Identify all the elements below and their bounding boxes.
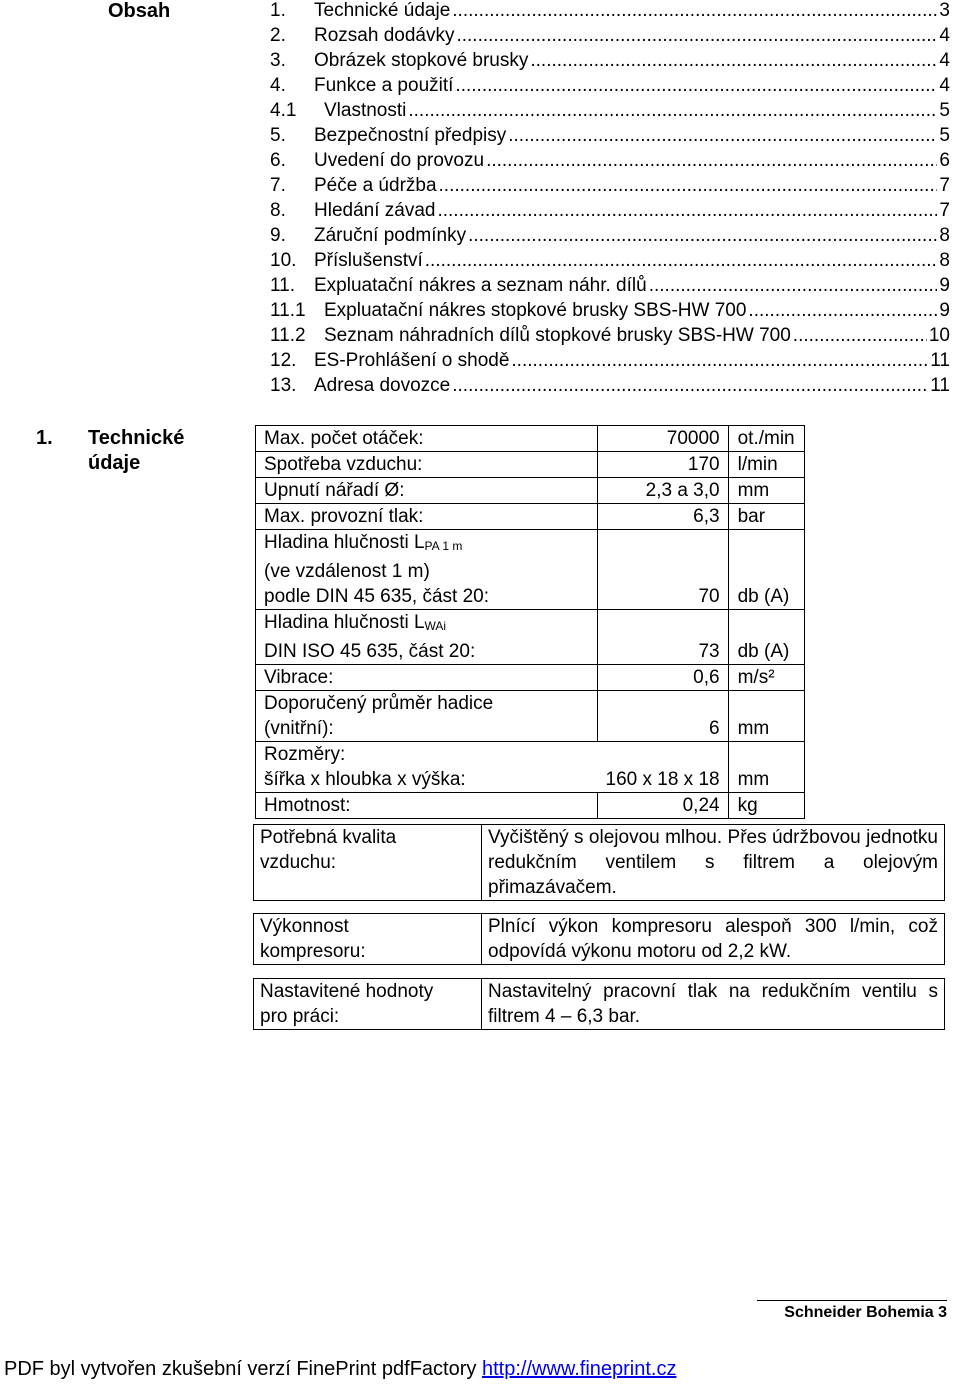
toc-heading: Obsah: [108, 0, 171, 22]
spec-label-part: Doporučený průměr hadice: [264, 693, 494, 714]
toc-item-page: 3: [939, 0, 950, 21]
toc-item-title: Příslušenství: [314, 250, 423, 271]
spec-value: 70000: [598, 426, 729, 452]
spec-unit: db (A): [728, 530, 804, 610]
spec-unit: mm: [728, 691, 804, 742]
toc-item-title: Bezpečnostní předpisy: [314, 125, 507, 146]
spec-label: Upnutí nářadí Ø:: [256, 478, 598, 504]
toc-item-page: 8: [939, 250, 950, 271]
toc-item-title: Rozsah dodávky: [314, 25, 455, 46]
requirement-key: [254, 914, 482, 965]
requirement-value: Nastavitelný pracovní tlak na redukčním ventilu s filtrem 4 – 6,3 bar.: [482, 979, 945, 1030]
toc-item-number: 10.: [270, 250, 297, 271]
toc-item-number: 6.: [270, 150, 286, 171]
table-row: [256, 452, 805, 478]
table-row: [256, 610, 805, 665]
toc-item[interactable]: [270, 250, 950, 275]
spec-value: 6,3: [598, 504, 729, 530]
toc-leader-dots: [468, 225, 937, 247]
toc-item-title: Expluatační nákres a seznam náhr. dílů: [314, 275, 647, 296]
toc-item-title: Funkce a použití: [314, 75, 454, 96]
toc-item-page: 10: [928, 325, 950, 346]
toc-item-title: Seznam náhradních dílů stopkové brusky SBS-HW 700: [324, 325, 791, 346]
spec-label-part: (ve vzdálenost 1 m): [264, 561, 430, 582]
table-row: [256, 665, 805, 691]
toc-item-number: 7.: [270, 175, 286, 196]
spec-value: 170: [598, 452, 729, 478]
toc-item-title: Hledání závad: [314, 200, 436, 221]
spec-unit: m/s²: [728, 665, 804, 691]
table-row: [256, 691, 805, 742]
toc-item-number: 2.: [270, 25, 286, 46]
toc-item-page: 4: [939, 25, 950, 46]
spec-label-part: Rozměry:: [264, 744, 346, 765]
table-row: [256, 478, 805, 504]
table-row: [256, 793, 805, 819]
spec-label-part: Hladina hlučnosti L: [264, 532, 425, 553]
toc-leader-dots: [452, 375, 928, 397]
toc-item-number: 4.1: [270, 100, 297, 121]
table-row: [256, 426, 805, 452]
toc-item[interactable]: [270, 150, 950, 175]
toc-item-page: 11: [930, 350, 950, 371]
spec-label-subscript: PA 1 m: [424, 539, 463, 553]
toc-item-page: 7: [939, 200, 950, 221]
spec-label-part: podle DIN 45 635, část 20:: [264, 586, 489, 607]
toc-leader-dots: [530, 50, 937, 72]
toc-leader-dots: [511, 350, 928, 372]
toc-leader-dots: [793, 325, 927, 347]
toc-item[interactable]: [270, 300, 950, 325]
toc-item-number: 11.: [270, 275, 296, 296]
toc-item[interactable]: [270, 0, 950, 25]
spec-label: [256, 530, 598, 610]
toc-item-number: 11.2: [270, 325, 306, 346]
toc-item-title: Péče a údržba: [314, 175, 437, 196]
spec-label-part: (vnitřní):: [264, 718, 334, 739]
footer-brand: Schneider Bohemia 3: [757, 1300, 947, 1322]
toc-item-page: 6: [939, 150, 950, 171]
toc-item-number: 13.: [270, 375, 297, 396]
spec-unit: mm: [728, 742, 804, 793]
requirement-key-part: Potřebná kvalita: [260, 827, 397, 848]
spec-label: Vibrace:: [256, 665, 598, 691]
toc-item-number: 5.: [270, 125, 286, 146]
toc-item[interactable]: [270, 275, 950, 300]
toc-item[interactable]: [270, 175, 950, 200]
fineprint-link[interactable]: http://www.fineprint.cz: [481, 1358, 677, 1380]
spec-label-subscript: WAi: [424, 619, 447, 633]
spec-unit: kg: [728, 793, 804, 819]
requirement-key: [254, 979, 482, 1030]
pdf-note-text: PDF byl vytvořen zkušební verzí FinePrint pdfFactory: [4, 1358, 477, 1380]
toc-item-page: 8: [939, 225, 950, 246]
requirement-key-part: vzduchu:: [260, 852, 337, 873]
spec-label-part: Hladina hlučnosti L: [264, 612, 425, 633]
toc-item-page: 11: [930, 375, 950, 396]
spec-label: [256, 691, 598, 742]
toc-item[interactable]: [270, 350, 950, 375]
section-number: 1.: [36, 427, 53, 449]
toc-item-page: 5: [939, 125, 950, 146]
spec-label: Max. provozní tlak:: [256, 504, 598, 530]
toc-item-page: 9: [939, 275, 950, 296]
spec-value: 0,6: [598, 665, 729, 691]
spec-label-part: DIN ISO 45 635, část 20:: [264, 641, 476, 662]
requirement-compressor: [253, 913, 945, 965]
section-title-line2: údaje: [88, 452, 141, 474]
toc-item[interactable]: [270, 125, 950, 150]
spec-unit: db (A): [728, 610, 804, 665]
toc-leader-dots: [408, 100, 937, 122]
toc-item-title: Adresa dovozce: [314, 375, 451, 396]
toc-leader-dots: [649, 275, 938, 297]
table-row: [254, 979, 945, 1030]
toc-leader-dots: [486, 150, 937, 172]
toc-item-title: Obrázek stopkové brusky: [314, 50, 529, 71]
spec-label: [256, 742, 598, 793]
spec-label: [256, 610, 598, 665]
requirement-key: [254, 825, 482, 901]
table-row: [256, 504, 805, 530]
spec-label: Hmotnost:: [256, 793, 598, 819]
requirement-key-part: pro práci:: [260, 1006, 340, 1027]
toc-item-page: 7: [939, 175, 950, 196]
spec-value: 0,24: [598, 793, 729, 819]
requirement-key-part: Výkonnost: [260, 916, 349, 937]
toc-item-page: 9: [939, 300, 950, 321]
toc-item-title: Uvedení do provozu: [314, 150, 485, 171]
spec-value: 160 x 18 x 18: [598, 742, 729, 793]
table-row: [256, 530, 805, 610]
spec-value: 73: [598, 610, 729, 665]
spec-label: Spotřeba vzduchu:: [256, 452, 598, 478]
toc-item[interactable]: [270, 200, 950, 225]
toc-item-title: ES-Prohlášení o shodě: [314, 350, 510, 371]
toc-item[interactable]: [270, 75, 950, 100]
toc-item-number: 1.: [270, 0, 286, 21]
toc-item-number: 8.: [270, 200, 286, 221]
toc-leader-dots: [452, 0, 937, 22]
toc-item-title: Expluatační nákres stopkové brusky SBS-HW 700: [324, 300, 747, 321]
section-heading: [36, 426, 184, 476]
toc-item[interactable]: [270, 325, 950, 350]
toc-leader-dots: [425, 250, 938, 272]
spec-value: 2,3 a 3,0: [598, 478, 729, 504]
spec-label: Max. počet otáček:: [256, 426, 598, 452]
toc-leader-dots: [455, 75, 937, 97]
requirement-value: Plnící výkon kompresoru alespoň 300 l/min, což odpovídá výkonu motoru od 2,2 kW.: [482, 914, 945, 965]
toc-item-page: 5: [939, 100, 950, 121]
toc-item-page: 4: [939, 50, 950, 71]
requirement-settings: [253, 978, 945, 1030]
spec-label-part: šířka x hloubka x výška:: [264, 769, 466, 790]
toc-item-number: 12.: [270, 350, 297, 371]
spec-unit: l/min: [728, 452, 804, 478]
toc-item-title: Vlastnosti: [324, 100, 407, 121]
toc-item[interactable]: [270, 375, 950, 400]
spec-unit: ot./min: [728, 426, 804, 452]
toc-leader-dots: [508, 125, 937, 147]
toc-leader-dots: [748, 300, 937, 322]
requirement-key-part: kompresoru:: [260, 941, 366, 962]
toc-leader-dots: [456, 25, 937, 47]
pdf-watermark-note: [4, 1358, 677, 1381]
spec-table: [255, 425, 805, 819]
toc-leader-dots: [437, 200, 937, 222]
table-row: [254, 825, 945, 901]
toc-item-title: Záruční podmínky: [314, 225, 467, 246]
toc-item[interactable]: [270, 100, 950, 125]
spec-value: 70: [598, 530, 729, 610]
requirement-key-part: Nastavitené hodnoty: [260, 981, 434, 1002]
toc-item[interactable]: [270, 25, 950, 50]
table-row: [256, 742, 805, 793]
requirement-value: Vyčištěný s olejovou mlhou. Přes údržbovou jednotku redukčním ventilem s filtrem a olejovým přimazávačem.: [482, 825, 945, 901]
toc-item-page: 4: [939, 75, 950, 96]
toc-leader-dots: [439, 175, 938, 197]
toc-item[interactable]: [270, 225, 950, 250]
toc-item-number: 3.: [270, 50, 286, 71]
toc-item-number: 11.1: [270, 300, 306, 321]
toc-item-number: 4.: [270, 75, 286, 96]
table-row: [254, 914, 945, 965]
toc-item-title: Technické údaje: [314, 0, 451, 21]
requirement-air-quality: [253, 824, 945, 901]
toc-item-number: 9.: [270, 225, 286, 246]
spec-unit: bar: [728, 504, 804, 530]
toc-item[interactable]: [270, 50, 950, 75]
spec-value: 6: [598, 691, 729, 742]
spec-unit: mm: [728, 478, 804, 504]
table-of-contents: [270, 0, 950, 400]
section-title-line1: Technické: [88, 427, 185, 449]
